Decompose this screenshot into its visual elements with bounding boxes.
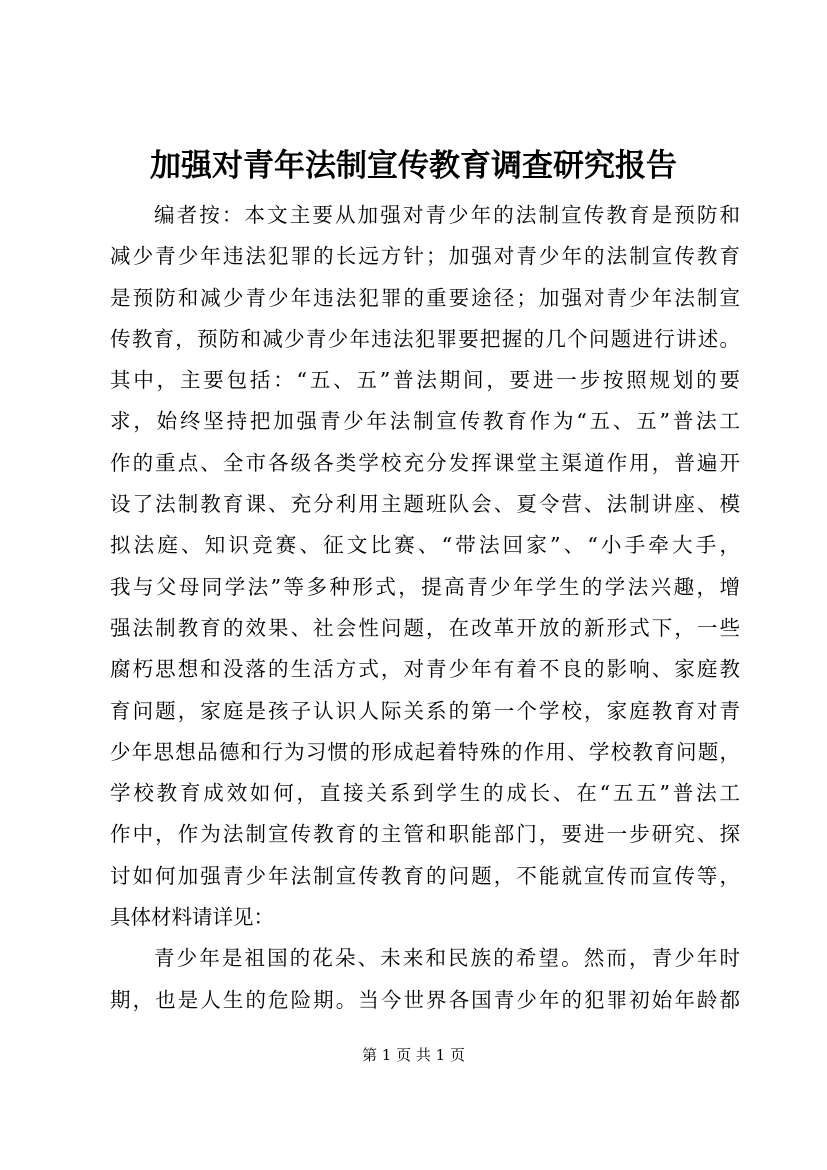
body-line: 拟法庭、知识竞赛、征文比赛、“带法回家”、“小手牵大手， xyxy=(110,533,740,558)
body-line: 求，始终坚持把加强青少年法制宣传教育作为“五、五”普法工 xyxy=(110,409,740,434)
body-line: 讨如何加强青少年法制宣传教育的问题，不能就宣传而宣传等， xyxy=(110,863,740,888)
body-line: 育问题，家庭是孩子认识人际关系的第一个学校，家庭教育对青 xyxy=(110,698,740,723)
document-title: 加强对青年法制宣传教育调查研究报告 xyxy=(150,148,677,184)
page-number-footer: 第 1 页 共 1 页 xyxy=(362,1046,465,1064)
body-line: 作中，作为法制宣传教育的主管和职能部门，要进一步研究、探 xyxy=(110,822,740,847)
body-line: 设了法制教育课、充分利用主题班队会、夏令营、法制讲座、模 xyxy=(110,492,740,517)
document-body xyxy=(110,195,750,1021)
body-line: 期，也是人生的危险期。当今世界各国青少年的犯罪初始年龄都 xyxy=(110,987,740,1012)
body-line: 学校教育成效如何，直接关系到学生的成长、在“五五”普法工 xyxy=(110,781,740,806)
body-line: 传教育，预防和减少青少年违法犯罪要把握的几个问题进行讲述。 xyxy=(110,326,740,351)
body-line: 腐朽思想和没落的生活方式，对青少年有着不良的影响、家庭教 xyxy=(110,657,740,682)
body-line: 其中，主要包括：“五、五”普法期间，要进一步按照规划的要 xyxy=(110,368,740,393)
body-line: 减少青少年违法犯罪的长远方针；加强对青少年的法制宣传教育 xyxy=(110,244,740,269)
body-line: 具体材料请详见： xyxy=(110,905,274,930)
body-line: 是预防和减少青少年违法犯罪的重要途径；加强对青少年法制宣 xyxy=(110,285,740,310)
body-line: 强法制教育的效果、社会性问题，在改革开放的新形式下，一些 xyxy=(110,615,740,640)
body-line: 青少年是祖国的花朵、未来和民族的希望。然而，青少年时 xyxy=(154,946,740,971)
body-line: 我与父母同学法”等多种形式，提高青少年学生的学法兴趣，增 xyxy=(110,574,740,599)
body-line: 少年思想品德和行为习惯的形成起着特殊的作用、学校教育问题， xyxy=(110,739,740,764)
body-line: 编者按：本文主要从加强对青少年的法制宣传教育是预防和 xyxy=(154,203,740,227)
body-line: 作的重点、全市各级各类学校充分发挥课堂主渠道作用，普遍开 xyxy=(110,450,740,475)
